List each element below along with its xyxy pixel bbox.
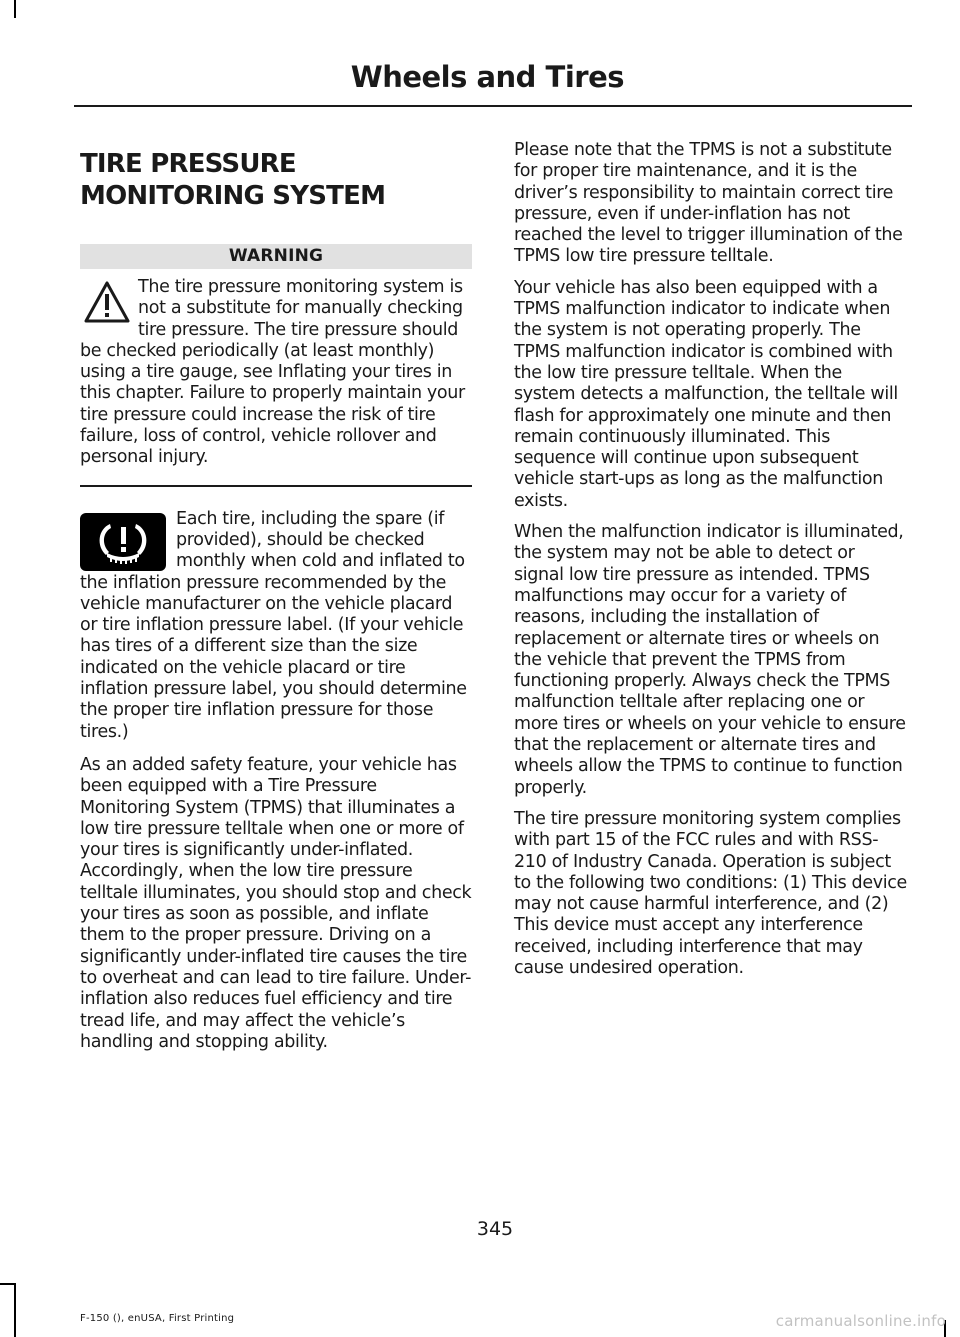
warning-label: WARNING xyxy=(80,244,472,269)
right-column xyxy=(514,140,908,989)
warning-end-rule xyxy=(80,485,472,487)
footer-edition: F-150 (), enUSA, First Printing xyxy=(80,1313,235,1324)
left-column xyxy=(80,140,472,1063)
chapter-title: Wheels and Tires xyxy=(350,60,624,94)
tpms-warning-icon xyxy=(80,513,166,571)
right-paragraph: Please note that the TPMS is not a substitute for proper tire maintenance, and it is the driver’s responsibility to maintain correct tire pressure, even if under-inflation has not reached the level to trigger illumination of the TPMS low tire pressure telltale. xyxy=(514,140,903,267)
crop-mark-bottom-left-h xyxy=(0,1283,16,1285)
warning-text: The tire pressure monitoring system is not a substitute for manually checking tire pressure. The tire pressure should be checked periodically (at least monthly) using a tire gauge, see Inflating your tires in this chapter. Failure to properly maintain your tire pressure could increase the risk of tire failure, loss of control, vehicle rollover and personal injury. xyxy=(80,277,465,468)
crop-mark-top-left-v xyxy=(14,0,16,18)
watermark: carmanualsonline.info xyxy=(775,1312,946,1330)
left-paragraph: As an added safety feature, your vehicle has been equipped with a Tire Pressure Monitoring System (TPMS) that illuminates a low tire pressure telltale when one or more of your tires is significantly under-inflated. Accordingly, when the low tire pressure telltale illuminates, you should stop and check your tires as soon as possible, and inflate them to the proper pressure. Driving on a significantly under-inflated tire causes the tire to overheat and can lead to tire failure. Under-inflation also reduces fuel efficiency and tire tread life, and may affect the vehicle’s handling and stopping ability. xyxy=(80,754,472,1052)
section-title: TIRE PRESSURE MONITORING SYSTEM xyxy=(80,149,386,211)
tpms-block xyxy=(80,509,472,743)
page-number: 345 xyxy=(476,1218,514,1240)
warning-triangle-icon xyxy=(82,277,132,333)
right-paragraph: Your vehicle has also been equipped with a TPMS malfunction indicator to indicate when the system is not operating properly. The TPMS malfunction indicator is combined with the low tire pressure telltale. When the system detects a malfunction, the telltale will flash for approximately one minute and then remain continuously illuminated. This sequence will continue upon subsequent vehicle start-ups as long as the malfunction exists. xyxy=(514,277,898,511)
right-paragraph: The tire pressure monitoring system complies with part 15 of the FCC rules and with RSS-210 of Industry Canada. Operation is subject to the following two conditions: (1) This device may not cause harmful interference, and (2) This device must accept any interference received, including interference that may cause undesired operation. xyxy=(514,808,907,978)
header-rule xyxy=(74,105,912,107)
right-paragraph: When the malfunction indicator is illuminated, the system may not be able to detect or signal low tire pressure as intended. TPMS malfunctions may occur for a variety of reasons, including the installation of replacement or alternate tires or wheels on the vehicle that prevent the TPMS from functioning properly. Always check the TPMS malfunction telltale after replacing one or more tires or wheels on your vehicle to ensure that the replacement or alternate tires and wheels allow the TPMS to continue to function properly. xyxy=(514,522,906,798)
crop-mark-bottom-left-v xyxy=(14,1283,16,1337)
tpms-text: Each tire, including the spare (if provided), should be checked monthly when cold and inflated to the inflation pressure recommended by the vehicle manufacturer on the vehicle placard or tire inflation pressure label. (If your vehicle has tires of a different size than the size indicated on the vehicle placard or tire inflation pressure label, you should determine the proper tire inflation pressure for those tires.) xyxy=(80,508,467,742)
warning-block xyxy=(80,277,472,469)
